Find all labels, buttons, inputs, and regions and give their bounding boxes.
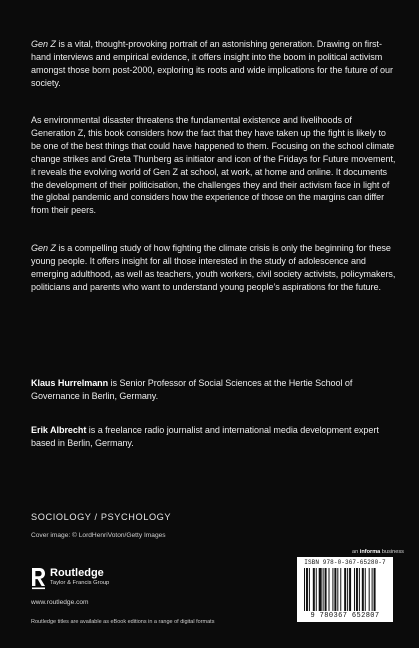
- barcode-bar: [313, 568, 315, 611]
- publisher-website[interactable]: www.routledge.com: [31, 599, 89, 606]
- author-bio-2: [31, 424, 397, 450]
- barcode-bar: [309, 568, 310, 611]
- barcode-icon: [303, 568, 389, 611]
- author-name-1: Klaus Hurrelmann: [31, 378, 109, 388]
- barcode-bar: [359, 568, 360, 611]
- barcode-bar: [365, 568, 366, 611]
- barcode-bar: [306, 568, 308, 611]
- publisher-logo: [31, 566, 151, 600]
- book-title-italic: Gen Z: [31, 243, 56, 253]
- barcode-bar: [323, 568, 324, 611]
- routledge-logo-icon: [31, 566, 46, 591]
- barcode-bar: [347, 568, 348, 611]
- barcode-bar: [354, 568, 355, 611]
- blurb-paragraph-3: [31, 242, 397, 294]
- informa-suffix: business: [380, 549, 404, 555]
- barcode-box: [297, 557, 393, 622]
- author-bio-1: [31, 377, 397, 403]
- barcode-bar: [329, 568, 330, 611]
- blurb-paragraph-3-text: is a compelling study of how fighting the climate crisis is only the beginning for these young people. It offers insight for all those interested in the study of adolescence and emerging adulthood, as well as teachers, youth workers, civil society activists, policymakers, politicians and parents who want to understand young people’s aspirations for the future.: [31, 243, 396, 292]
- barcode-bar: [374, 568, 376, 611]
- barcode-bar: [334, 568, 336, 611]
- blurb-paragraph-1: [31, 38, 397, 90]
- barcode-bar: [372, 568, 373, 611]
- informa-business-label: [352, 549, 404, 555]
- barcode-bar: [332, 568, 333, 611]
- barcode-bar: [356, 568, 358, 611]
- barcode-digits: 9 780367 652807: [310, 612, 380, 620]
- cover-image-credit: Cover image: © LordHenriVoton/Getty Images: [31, 532, 166, 539]
- barcode-bar: [319, 568, 322, 611]
- author-bio-2-text: is a freelance radio journalist and international media development expert based in Berlin, Germany.: [31, 425, 379, 448]
- barcode-bar: [337, 568, 338, 611]
- author-bio-1-text: is Senior Professor of Social Sciences at the Hertie School of Governance in Berlin, Germany.: [31, 378, 353, 401]
- barcode-bar: [316, 568, 317, 611]
- ebook-availability-note: Routledge titles are available as eBook editions in a range of digital formats: [31, 619, 215, 625]
- barcode-bar: [362, 568, 364, 611]
- barcode-bar: [344, 568, 346, 611]
- barcode-bar: [349, 568, 351, 611]
- barcode-bar: [340, 568, 341, 611]
- author-name-2: Erik Albrecht: [31, 425, 87, 435]
- barcode-bar: [325, 568, 327, 611]
- isbn-label: ISBN 978-0-367-65280-7: [304, 559, 386, 566]
- subject-category: SOCIOLOGY / PSYCHOLOGY: [31, 512, 172, 522]
- book-title-italic: Gen Z: [31, 39, 56, 49]
- blurb-paragraph-1-text: is a vital, thought-provoking portrait of an astonishing generation. Drawing on first-hand interviews and empirical evidence, it offers insight into the boom in political activism amongst those born post-2000, exploring its roots and wide implications for the future of our society.: [31, 39, 393, 88]
- publisher-group: Taylor & Francis Group: [50, 580, 110, 586]
- blurb-paragraph-2: As environmental disaster threatens the fundamental existence and livelihoods of Generation Z, this book considers how the fact that they have taken up the fight is likely to be one of the best things that could have happened to them. Focusing on the school climate change strikes and Greta Thunberg as initiator and icon of the Fridays for Future movement, it reveals the evolving world of Gen Z at school, at work, at home and online. It documents the development of their politicisation, the challenges they and their activism face in light of the global pandemic and considers how the experience of those on the margins can differ from their peers.: [31, 115, 396, 216]
- publisher-name: Routledge: [50, 567, 104, 579]
- informa-prefix: an: [352, 549, 360, 555]
- informa-brand: informa: [359, 549, 381, 555]
- barcode-bar: [369, 568, 370, 611]
- barcode-bar: [304, 568, 305, 611]
